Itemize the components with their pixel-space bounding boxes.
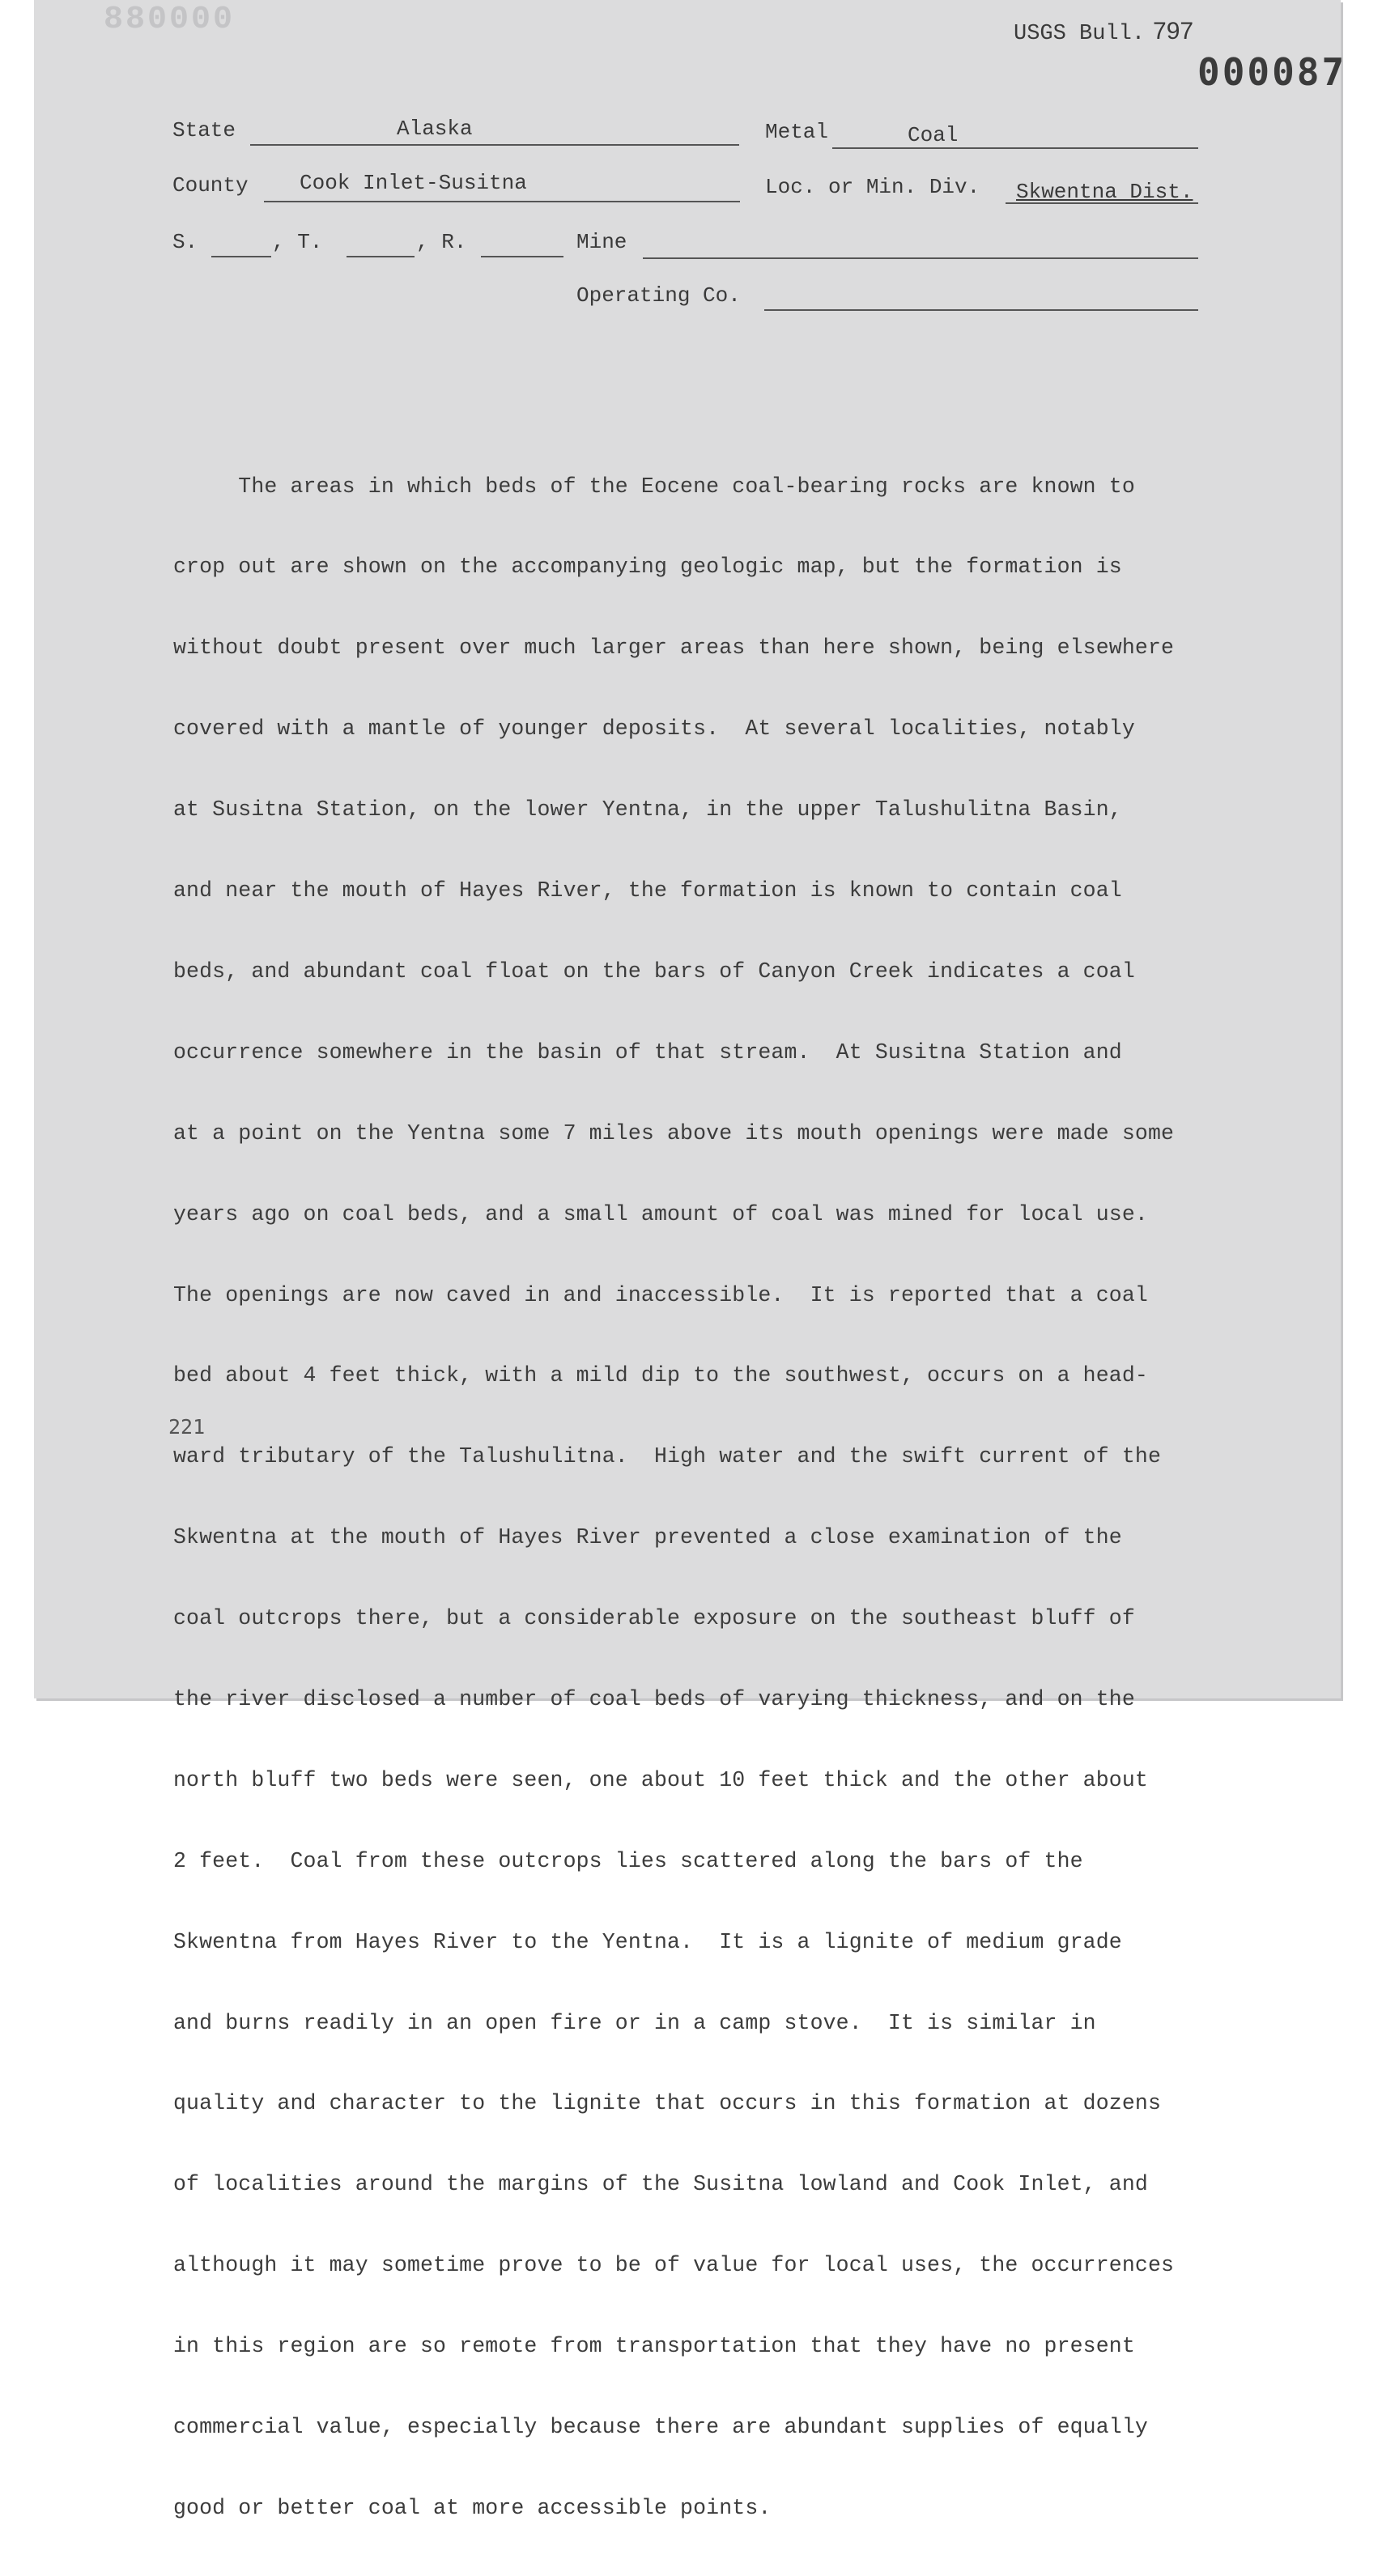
body-line: the river disclosed a number of coal beds of varying thickness, and on the [173, 1686, 1135, 1711]
body-line: and burns readily in an open fire or in a camp stove. It is similar in [173, 2010, 1096, 2035]
body-line: years ago on coal beds, and a small amount of coal was mined for local use. [173, 1201, 1148, 1226]
township-label: , T. [272, 230, 323, 254]
body-line: at a point on the Yentna some 7 miles above its mouth openings were made some [173, 1120, 1175, 1146]
county-underline [264, 201, 740, 202]
mine-label: Mine [576, 230, 627, 254]
body-line: The openings are now caved in and inaccessible. It is reported that a coal [173, 1282, 1148, 1307]
metal-value: Coal [908, 123, 959, 147]
body-line: ward tributary of the Talushulitna. High water and the swift current of the [173, 1444, 1161, 1469]
mine-underline [643, 257, 1198, 259]
page-number: 221 [168, 1415, 206, 1439]
body-line: bed about 4 feet thick, with a mild dip to the southwest, occurs on a head- [173, 1363, 1148, 1388]
body-line: covered with a mantle of younger deposits. At several localities, notably [173, 716, 1135, 742]
body-line: The areas in which beds of the Eocene coal-bearing rocks are known to [173, 474, 1135, 499]
body-line: commercial value, especially because there are abundant supplies of equally [173, 2414, 1148, 2439]
township-underline [347, 256, 415, 257]
body-line: north bluff two beds were seen, one about 10 feet thick and the other about [173, 1767, 1148, 1792]
faint-stamp-number: 880000 [104, 2, 236, 38]
state-value: Alaska [397, 117, 473, 141]
document-number: 000087 [1197, 50, 1347, 94]
body-line: and near the mouth of Hayes River, the formation is known to contain coal [173, 878, 1122, 903]
section-underline [211, 256, 271, 257]
county-value: Cook Inlet-Susitna [300, 171, 527, 195]
usgs-reference [1014, 18, 1193, 46]
body-line: quality and character to the lignite that occurs in this formation at dozens [173, 2091, 1161, 2116]
document-page [34, 0, 1347, 2520]
body-line: Skwentna from Hayes River to the Yentna. It is a lignite of medium grade [173, 1929, 1122, 1954]
state-underline [250, 144, 739, 146]
state-label: State [172, 118, 236, 142]
body-line: at Susitna Station, on the lower Yentna, in the upper Talushulitna Basin, [173, 797, 1122, 823]
operating-label: Operating Co. [576, 283, 741, 308]
body-line: although it may sometime prove to be of value for local uses, the occurrences [173, 2253, 1175, 2278]
range-underline [481, 256, 563, 257]
body-line: coal outcrops there, but a considerable exposure on the southeast bluff of [173, 1606, 1135, 1631]
range-label: , R. [416, 230, 467, 254]
metal-underline [832, 147, 1198, 149]
body-line: beds, and abundant coal float on the bars of Canyon Creek indicates a coal [173, 959, 1135, 984]
body-line: occurrence somewhere in the basin of that stream. At Susitna Station and [173, 1039, 1122, 1065]
division-value: Skwentna Dist. [1016, 180, 1193, 204]
body-paragraph [173, 419, 1258, 2576]
metal-label: Metal [765, 120, 829, 144]
body-line: of localities around the margins of the Susitna lowland and Cook Inlet, and [173, 2172, 1148, 2197]
usgs-reference-number: 797 [1153, 18, 1194, 45]
usgs-reference-label: USGS Bull. [1014, 22, 1146, 46]
body-line: in this region are so remote from transportation that they have no present [173, 2334, 1135, 2359]
section-label: S. [172, 230, 198, 254]
operating-underline [764, 309, 1198, 311]
county-label: County [172, 173, 249, 198]
division-label: Loc. or Min. Div. [765, 175, 980, 199]
body-line: crop out are shown on the accompanying geologic map, but the formation is [173, 555, 1122, 580]
body-line: without doubt present over much larger areas than here shown, being elsewhere [173, 635, 1175, 661]
body-line: 2 feet. Coal from these outcrops lies scattered along the bars of the [173, 1848, 1083, 1873]
body-line: Skwentna at the mouth of Hayes River prevented a close examination of the [173, 1525, 1122, 1550]
body-line: good or better coal at more accessible points. [173, 2495, 772, 2520]
